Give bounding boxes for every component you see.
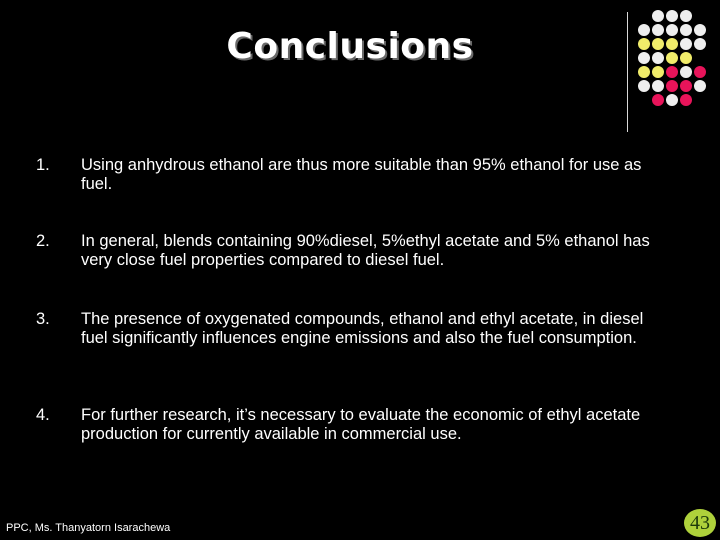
- item-text: The presence of oxygenated compounds, ethanol and ethyl acetate, in diesel fuel significantly influences engine emissions and also the fuel consumption.: [81, 310, 644, 347]
- decorative-dot: [638, 38, 650, 50]
- decorative-dot: [694, 80, 706, 92]
- decorative-dot: [680, 80, 692, 92]
- item-number: 1.: [36, 156, 50, 174]
- decorative-dot: [652, 66, 664, 78]
- decorative-dot: [652, 80, 664, 92]
- decorative-divider: [627, 12, 628, 132]
- item-number: 4.: [36, 406, 50, 424]
- item-number: 3.: [36, 310, 50, 328]
- decorative-dot: [638, 52, 650, 64]
- footer-author: PPC, Ms. Thanyatorn Isarachewa: [6, 522, 171, 534]
- decorative-dot: [638, 80, 650, 92]
- decorative-dot: [666, 24, 678, 36]
- decorative-dot: [694, 66, 706, 78]
- decorative-dot: [680, 94, 692, 106]
- decorative-dot: [638, 66, 650, 78]
- decorative-dot: [680, 38, 692, 50]
- decorative-dot: [680, 10, 692, 22]
- decorative-dot: [694, 38, 706, 50]
- decorative-dot: [652, 94, 664, 106]
- page-number-badge: 43: [684, 509, 716, 537]
- decorative-dot: [666, 80, 678, 92]
- decorative-dot: [680, 52, 692, 64]
- decorative-dot: [666, 94, 678, 106]
- decorative-dot: [694, 24, 706, 36]
- decorative-dot: [652, 52, 664, 64]
- decorative-dot: [652, 10, 664, 22]
- decorative-dot: [638, 24, 650, 36]
- decorative-dot: [680, 24, 692, 36]
- decorative-dot: [666, 66, 678, 78]
- item-text: Using anhydrous ethanol are thus more suitable than 95% ethanol for use as fuel.: [81, 156, 642, 193]
- slide-title: Conclusions: [226, 26, 474, 67]
- item-text: For further research, it’s necessary to evaluate the economic of ethyl acetate production for currently available in commercial use.: [81, 406, 641, 443]
- decorative-dot: [652, 38, 664, 50]
- decorative-dot: [666, 52, 678, 64]
- decorative-dot: [666, 38, 678, 50]
- decorative-dot: [680, 66, 692, 78]
- decorative-dot: [652, 24, 664, 36]
- decorative-dot-grid: [638, 10, 718, 120]
- item-text: In general, blends containing 90%diesel, 5%ethyl acetate and 5% ethanol has very close fuel properties compared to diesel fuel.: [81, 232, 650, 269]
- item-number: 2.: [36, 232, 50, 250]
- decorative-dot: [666, 10, 678, 22]
